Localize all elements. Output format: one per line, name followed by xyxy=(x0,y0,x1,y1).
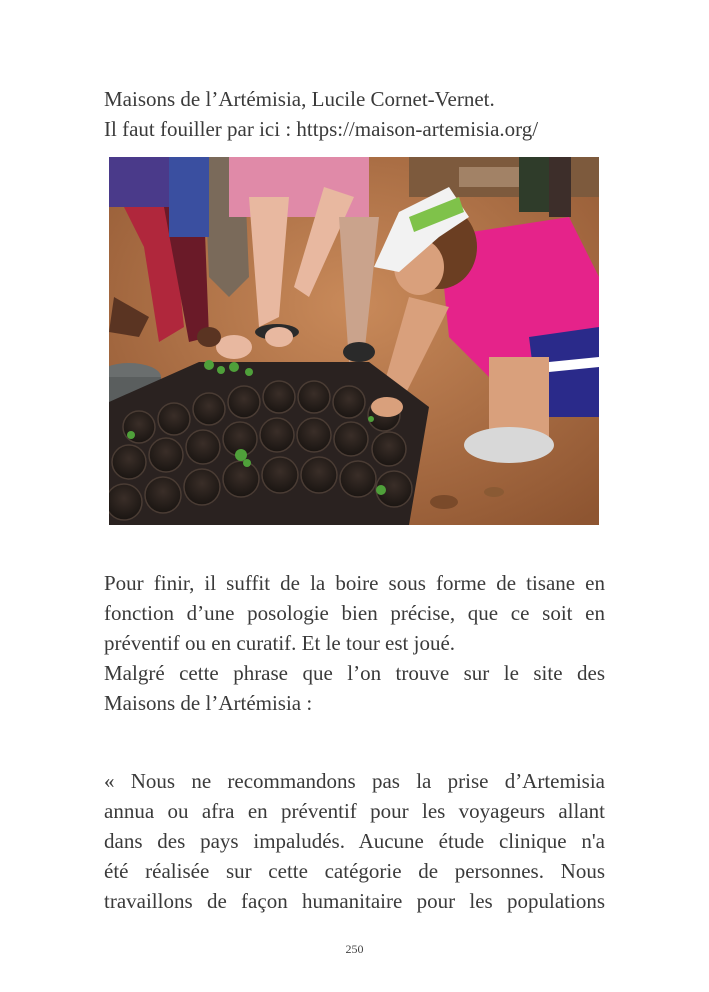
caption-line: Maisons de l’Artémisia, Lucile Cornet-Vernet. xyxy=(104,87,495,111)
quote-line: « Nous ne recommandons pas la prise d’Artemisia xyxy=(104,769,605,793)
paragraph-line: Maisons de l’Artémisia : xyxy=(104,691,313,715)
paragraph-line: fonction d’une posologie bien précise, que ce soit en xyxy=(104,601,605,625)
page-number: 250 xyxy=(345,942,364,956)
quote-line: travaillons de façon humanitaire pour les populations xyxy=(104,889,605,913)
paragraph-line: Malgré cette phrase que l’on trouve sur le site des xyxy=(104,661,605,685)
paragraph-line: préventif ou en curatif. Et le tour est joué. xyxy=(104,631,456,655)
seedling-photo xyxy=(109,157,599,525)
quote-line: été réalisée sur cette catégorie de personnes. Nous xyxy=(104,859,605,883)
quote-line: annua ou afra en préventif pour les voyageurs allant xyxy=(104,799,605,823)
quote-line: dans des pays impaludés. Aucune étude clinique n'a xyxy=(104,829,605,853)
paragraph-line: Pour finir, il suffit de la boire sous forme de tisane en xyxy=(104,571,605,595)
url-line: Il faut fouiller par ici : https://maison-artemisia.org/ xyxy=(104,117,539,141)
